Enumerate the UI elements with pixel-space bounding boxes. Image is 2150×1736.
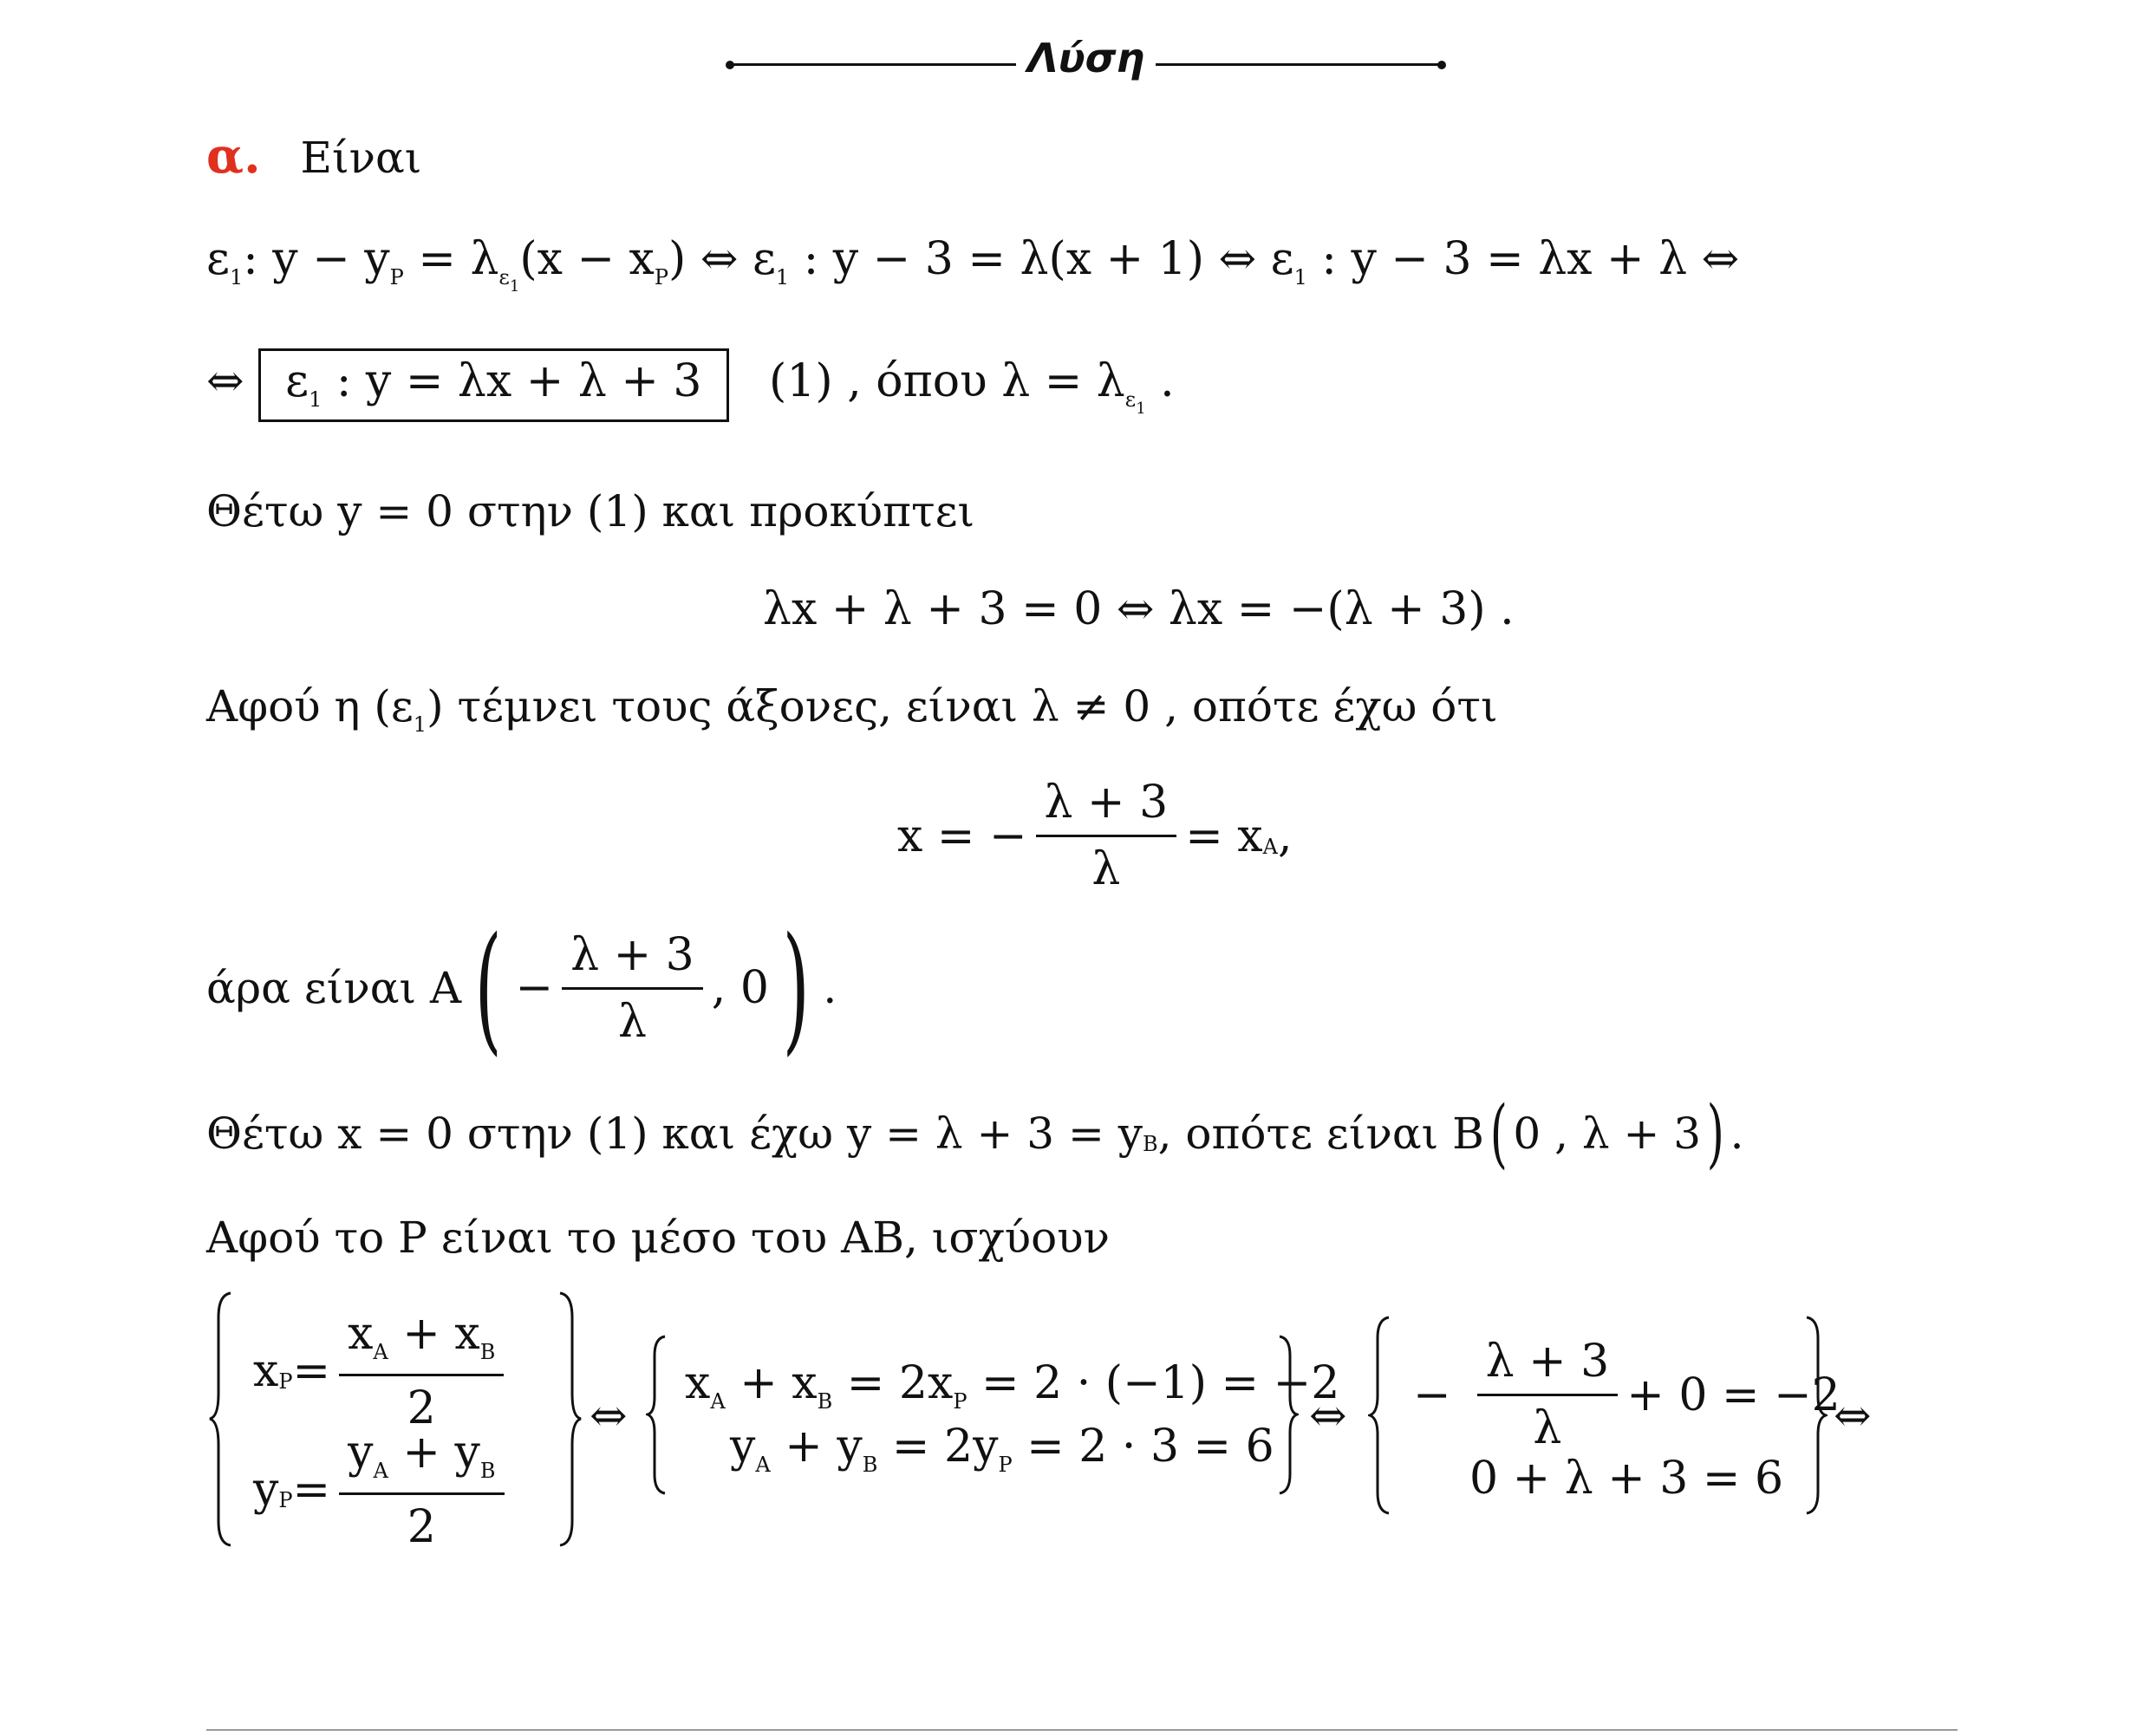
s1r1-num: [339, 1307, 504, 1376]
system3-row2: 0 + λ + 3 = 6: [1469, 1453, 1784, 1505]
eq1-sub-p: P: [389, 265, 404, 289]
s2r2-b-sub: B: [862, 1453, 878, 1477]
s3r1-fraction: [1477, 1335, 1619, 1455]
s2r1-d: = 2 · (−1) = −2: [967, 1357, 1340, 1409]
system3-right-brace: [1803, 1316, 1828, 1515]
l8-left-paren: (: [1489, 1090, 1508, 1177]
l6-num: λ + 3: [1036, 776, 1177, 837]
s2r2-a: y: [730, 1421, 756, 1473]
s3r1-minus: −: [1413, 1369, 1451, 1421]
system1-left-brace: [208, 1291, 234, 1547]
s1r1-lhs: x: [253, 1345, 279, 1397]
text-line-9: Αφού το P είναι το μέσο του AB, ισχύουν: [206, 1213, 1111, 1263]
s2r1-c-sub: P: [953, 1389, 968, 1414]
l6-lhs: x = −: [897, 809, 1027, 862]
eq1-part-f: : y − 3 = λ(x + 1) ⇔ ε: [789, 233, 1294, 285]
l5-sub: 1: [413, 712, 427, 737]
boxed-sub: 1: [309, 387, 322, 412]
l8-sub-b: B: [1142, 1132, 1158, 1156]
s2r2-d: = 2 · 3 = 6: [1012, 1421, 1274, 1473]
s2r1-b: + x: [725, 1357, 818, 1409]
l7-end: .: [823, 963, 837, 1013]
heading-left-rule: [730, 63, 1016, 66]
s1r1-eq: =: [292, 1345, 331, 1397]
s1r2-num: [339, 1426, 504, 1495]
s3r1-num: λ + 3: [1477, 1335, 1619, 1396]
eq2-sub-e: ε: [1124, 387, 1137, 412]
eq1-sub-lambda-1: 1: [509, 277, 520, 296]
l8-right-paren: ): [1706, 1090, 1724, 1177]
footer-rule: [206, 1729, 1958, 1731]
s2r2-a-sub: A: [755, 1453, 771, 1477]
text-line-5: [206, 680, 1498, 740]
eq1-epsilon: ε: [206, 233, 230, 285]
system2-left-brace: [646, 1335, 668, 1495]
text-line-8: [206, 1090, 1744, 1177]
l5-b: ) τέμνει τους άξονες, είναι λ ≠ 0 , οπότε έχω ότι: [427, 681, 1498, 731]
text-line-7: [206, 907, 837, 1069]
system-arrow-1: ⇔: [590, 1390, 628, 1442]
s2r1-b-sub: B: [817, 1389, 833, 1414]
l8-inner: 0 , λ + 3: [1513, 1109, 1702, 1159]
l7-a: άρα είναι A: [206, 963, 462, 1013]
s1r2-den: 2: [407, 1501, 436, 1553]
eq1-part-g: : y − 3 = λx + λ ⇔: [1306, 233, 1740, 285]
eq1-sub2: 1: [775, 265, 790, 289]
l7-fraction: [562, 928, 703, 1049]
text-line-3: Θέτω y = 0 στην (1) και προκύπτει: [206, 486, 975, 536]
l6-sub-a: A: [1262, 834, 1278, 859]
equation-line-1: [206, 232, 1739, 296]
l7-den: λ: [617, 995, 647, 1048]
s1r2-num-a-sub: A: [373, 1459, 388, 1483]
l8-a: Θέτω x = 0 στην (1) και έχω y = λ + 3 = y: [206, 1109, 1143, 1159]
system1-row1: [253, 1307, 512, 1435]
eq2-sub-1: 1: [1136, 400, 1146, 418]
l8-end: .: [1730, 1109, 1744, 1159]
s1r2-lhs: y: [253, 1464, 279, 1516]
s1r1-num-plus: + x: [388, 1308, 480, 1360]
page-heading: Λύση: [1027, 35, 1145, 81]
eq2-prefix: ⇔: [206, 355, 244, 407]
s2r1-a-sub: A: [710, 1389, 726, 1414]
eq1-part-d: (x − x: [519, 233, 655, 285]
s2r1-a: x: [685, 1357, 711, 1409]
eq2-after: (1) , όπου λ = λ: [769, 355, 1125, 407]
part-a-text: Είναι: [300, 133, 422, 183]
equation-line-6: [897, 776, 1293, 896]
eq1-sub-p2: P: [654, 265, 669, 289]
s1r2-num-b-sub: B: [479, 1459, 496, 1483]
s1r1-fraction: [339, 1307, 504, 1435]
l7-right-paren: ): [782, 907, 810, 1069]
s1r2-lhs-sub: P: [278, 1488, 293, 1512]
s3r1-rest: + 0 = −2: [1626, 1369, 1841, 1421]
l7-b: , 0: [711, 962, 769, 1014]
system2-row2: [730, 1420, 1274, 1481]
s2r2-b: + y: [770, 1421, 863, 1473]
system1-right-brace: [557, 1291, 583, 1547]
eq2-sub-lambda: [1124, 387, 1146, 418]
eq1-sub3: 1: [1293, 265, 1307, 289]
s1r1-den: 2: [407, 1382, 436, 1434]
boxed-rest: : y = λx + λ + 3: [322, 355, 702, 407]
s1r1-num-b-sub: B: [479, 1340, 496, 1364]
s1r1-num-a-sub: A: [373, 1340, 388, 1364]
s1r2-fraction: [339, 1426, 504, 1554]
eq1-part-e: ) ⇔ ε: [668, 233, 776, 285]
s1r1-num-a: x: [348, 1308, 374, 1360]
s1r1-lhs-sub: P: [278, 1369, 293, 1394]
s2r2-c-sub: P: [998, 1453, 1013, 1477]
equation-line-4: λx + λ + 3 = 0 ⇔ λx = −(λ + 3) .: [763, 583, 1515, 635]
eq1-sub-lambda-e: ε: [498, 265, 510, 289]
s3r1-den: λ: [1533, 1402, 1562, 1454]
eq1-sub: 1: [229, 265, 244, 289]
boxed-eps: ε: [285, 355, 309, 407]
l7-minus: −: [515, 962, 554, 1014]
l6-rhs: = x: [1185, 809, 1263, 862]
equation-line-2: [206, 348, 1175, 422]
heading-right-rule: [1156, 63, 1442, 66]
l8-b: , οπότε είναι B: [1157, 1109, 1484, 1159]
s1r2-num-a: y: [348, 1427, 374, 1479]
eq1-part-b: : y − y: [243, 233, 390, 285]
s1r2-num-plus: + y: [388, 1427, 480, 1479]
system-arrow-2: ⇔: [1309, 1390, 1347, 1442]
l7-num: λ + 3: [562, 928, 703, 990]
l6-end: ,: [1277, 809, 1293, 862]
heading-right-dot: [1437, 61, 1446, 69]
system-arrow-3: ⇔: [1834, 1390, 1872, 1442]
s2r2-c: = 2y: [877, 1421, 999, 1473]
system2-right-brace: [1276, 1335, 1299, 1495]
l6-den: λ: [1091, 843, 1121, 895]
eq1-part-c: = λ: [403, 233, 499, 285]
l6-fraction: [1036, 776, 1177, 896]
system1-row2: [253, 1426, 513, 1554]
system2-row1: [685, 1356, 1339, 1418]
eq2-end: .: [1145, 355, 1175, 407]
eq1-sub-lambda: [498, 265, 520, 296]
system3-row1: [1413, 1335, 1841, 1455]
part-a-line: [206, 127, 422, 185]
s1r2-eq: =: [292, 1464, 331, 1516]
system3-left-brace: [1368, 1316, 1392, 1515]
boxed-equation: [258, 348, 728, 422]
part-marker: α.: [206, 127, 261, 185]
l7-left-paren: (: [474, 907, 502, 1069]
l5-a: Αφού η (ε: [206, 681, 414, 731]
s2r1-c: = 2x: [832, 1357, 954, 1409]
